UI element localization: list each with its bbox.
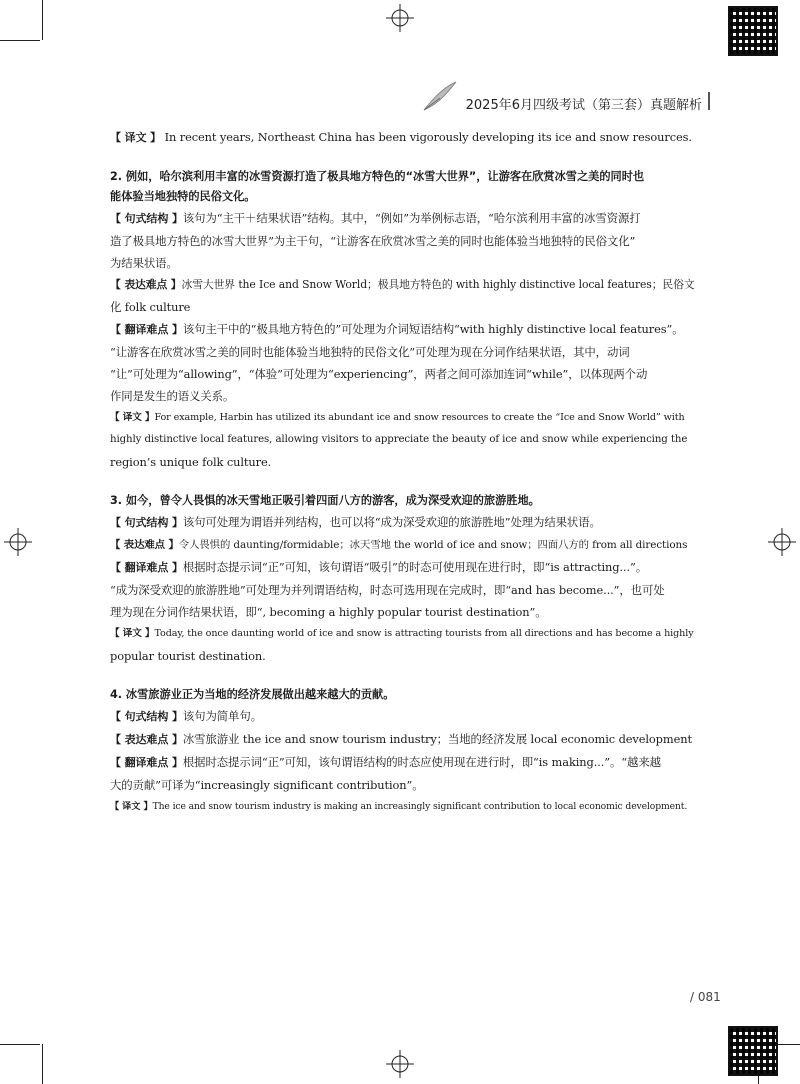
difficulty-text: 根据时态提示词“正”可知，该句谓语“吸引”的时态可使用现在进行时，即“is attracting...”。 bbox=[182, 560, 647, 574]
translation-line bbox=[110, 623, 695, 645]
translation-line bbox=[110, 796, 695, 818]
question-2: 2. 例如，哈尔滨利用丰富的冰雪资源打造了极具地方特色的“冰雪大世界”，让游客在欣赏冰雪之美的同时也 bbox=[110, 170, 645, 183]
expression-line bbox=[110, 274, 695, 296]
structure-text: 该句为“主干＋结果状语”结构。其中，“例如”为举例标志语，“哈尔滨利用丰富的冰雪资源打 bbox=[182, 211, 641, 225]
difficulty-line bbox=[110, 751, 695, 774]
difficulty-line: “让游客在欣赏冰雪之美的同时也能体验当地独特的民俗文化”可处理为现在分词作结果状语，其中，动词 bbox=[110, 345, 630, 359]
structure-line bbox=[110, 207, 695, 230]
crop-mark bbox=[42, 1044, 43, 1084]
label-difficulty: 【 翻译难点 】 bbox=[110, 561, 183, 574]
structure-line: 造了极具地方特色的冰雪大世界”为主干句，“让游客在欣赏冰雪之美的同时也能体验当地独特的民俗文化” bbox=[110, 234, 636, 248]
expression-text: 冰雪大世界 the Ice and Snow World；极具地方特色的 with highly distinctive local features；民俗文 bbox=[181, 278, 695, 291]
difficulty-line: “让”可处理为“allowing”，“体验”可处理为“experiencing”，两者之间可添加连词“while”，以体现两个动 bbox=[110, 367, 648, 381]
label-expression: 【 表达难点 】 bbox=[110, 539, 179, 551]
registration-mark-icon bbox=[386, 4, 414, 32]
translation-line bbox=[110, 407, 695, 429]
translation-text: The ice and snow tourism industry is making an increasingly significant contribution to local economic development. bbox=[152, 801, 688, 812]
page-number: / 081 bbox=[690, 990, 721, 1004]
label-difficulty: 【 翻译难点 】 bbox=[110, 323, 183, 336]
difficulty-line: “成为深受欢迎的旅游胜地”可处理为并列谓语结构，时态可选用现在完成时，即“and has become...”，也可处 bbox=[110, 583, 665, 597]
label-structure: 【 句式结构 】 bbox=[110, 710, 183, 723]
label-translation: 【 译文 】 bbox=[110, 628, 155, 639]
difficulty-line bbox=[110, 556, 695, 579]
crop-mark bbox=[0, 1044, 40, 1045]
feather-pen-icon bbox=[420, 80, 460, 114]
label-translation: 【 译文 】 bbox=[110, 801, 153, 812]
difficulty-text: 根据时态提示词“正”可知，该句谓语结构的时态应使用现在进行时，即“is making...”。“越来越 bbox=[182, 755, 661, 769]
translation-line: highly distinctive local features, allowing visitors to appreciate the beauty of ice and snow while experiencing the bbox=[110, 434, 688, 445]
difficulty-line bbox=[110, 318, 695, 341]
structure-text: 该句可处理为谓语并列结构，也可以将“成为深受欢迎的旅游胜地”处理为结果状语。 bbox=[182, 515, 601, 529]
difficulty-line: 作同是发生的语义关系。 bbox=[110, 389, 235, 403]
label-difficulty: 【 翻译难点 】 bbox=[110, 756, 183, 769]
structure-line: 为结果状语。 bbox=[110, 256, 178, 270]
translation-line bbox=[110, 126, 695, 149]
structure-line bbox=[110, 511, 695, 534]
translation-text: In recent years, Northeast China has been vigorously developing its ice and snow resources. bbox=[164, 130, 692, 144]
translation-text: For example, Harbin has utilized its abundant ice and snow resources to create the “Ice and Snow World” with bbox=[154, 412, 685, 423]
translation-line: popular tourist destination. bbox=[110, 649, 266, 663]
question-3: 3. 如今，曾令人畏惧的冰天雪地正吸引着四面八方的游客，成为深受欢迎的旅游胜地。 bbox=[110, 494, 540, 507]
structure-line bbox=[110, 705, 695, 728]
qr-code-icon bbox=[728, 6, 778, 56]
expression-line bbox=[110, 728, 695, 751]
main-content bbox=[110, 126, 695, 818]
label-translation: 【 译文 】 bbox=[110, 131, 162, 144]
expression-line: 化 folk culture bbox=[110, 300, 191, 314]
qr-code-icon bbox=[728, 1026, 778, 1076]
difficulty-line: 大的贡献”可译为“increasingly significant contribution”。 bbox=[110, 778, 424, 792]
label-structure: 【 句式结构 】 bbox=[110, 212, 183, 225]
crop-mark bbox=[42, 0, 43, 40]
crop-mark bbox=[0, 40, 40, 41]
translation-text: Today, the once daunting world of ice and snow is attracting tourists from all directions and has become a highly bbox=[154, 628, 694, 639]
question-4: 4. 冰雪旅游业正为当地的经济发展做出越来越大的贡献。 bbox=[110, 688, 395, 701]
translation-line: region’s unique folk culture. bbox=[110, 455, 272, 469]
page-title: 2025年6月四级考试（第三套）真题解析 bbox=[465, 98, 702, 113]
registration-mark-icon bbox=[768, 528, 796, 556]
label-expression: 【 表达难点 】 bbox=[110, 733, 183, 746]
running-header bbox=[420, 80, 710, 114]
question-2-cont: 能体验当地独特的民俗文化。 bbox=[110, 190, 256, 203]
label-translation: 【 译文 】 bbox=[110, 412, 155, 423]
label-expression: 【 表达难点 】 bbox=[110, 278, 182, 291]
registration-mark-icon bbox=[4, 528, 32, 556]
expression-line bbox=[110, 534, 695, 556]
difficulty-line: 理为现在分词作结果状语，即“, becoming a highly popular tourist destination”。 bbox=[110, 605, 547, 619]
expression-text: 令人畏惧的 daunting/formidable；冰天雪地 the world of ice and snow；四面八方的 from all directions bbox=[178, 539, 688, 551]
header-divider bbox=[708, 92, 710, 110]
structure-text: 该句为简单句。 bbox=[182, 709, 262, 723]
expression-text: 冰雪旅游业 the ice and snow tourism industry；当地的经济发展 local economic development bbox=[182, 732, 692, 746]
label-structure: 【 句式结构 】 bbox=[110, 516, 183, 529]
difficulty-text: 该句主干中的“极具地方特色的”可处理为介词短语结构“with highly distinctive local features”。 bbox=[182, 322, 684, 336]
registration-mark-icon bbox=[386, 1050, 414, 1078]
